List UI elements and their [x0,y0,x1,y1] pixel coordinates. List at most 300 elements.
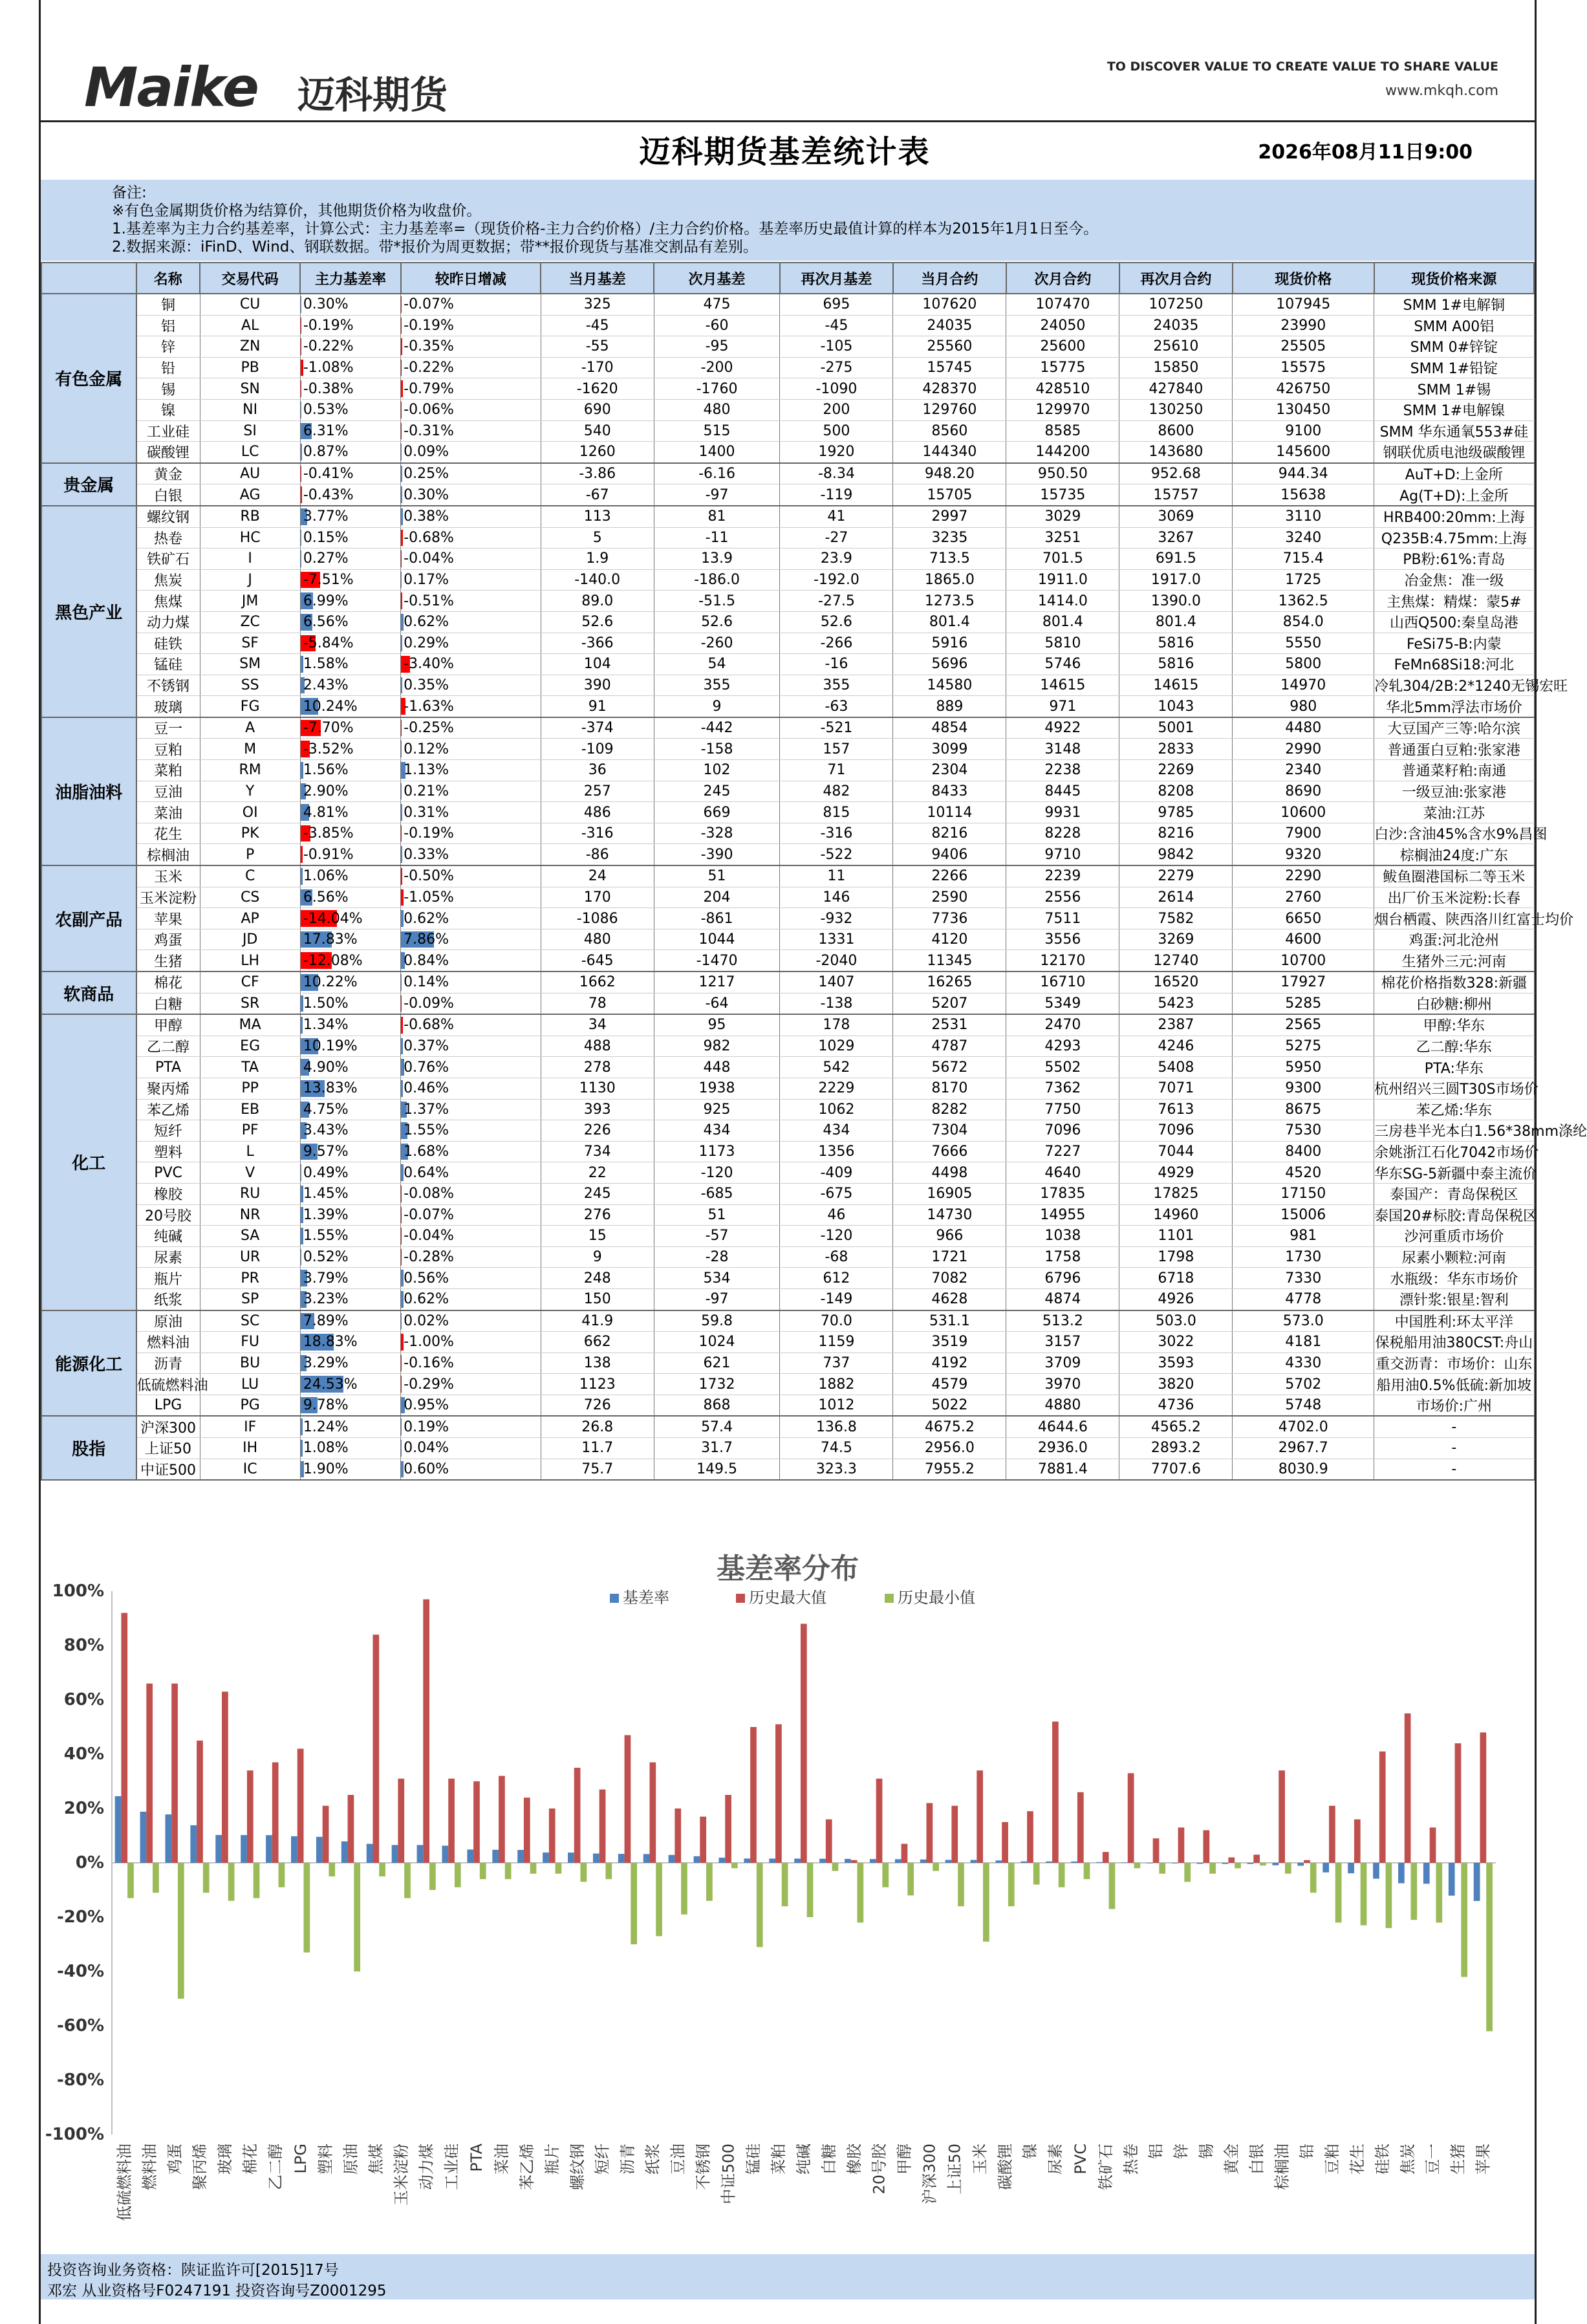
legend-label: 历史最小值 [898,1589,975,1607]
cell-contract-m1: 10114 [893,802,1006,823]
cell-basis-m1: 1.9 [541,548,654,570]
bar-hist-max [1052,1722,1059,1863]
cell-change [401,696,541,717]
cell-spot-source: 鸡蛋:河北沧州 [1374,929,1534,950]
cell-name: 菜油 [136,802,200,823]
cell-contract-m2: 9931 [1006,802,1119,823]
cell-change [401,506,541,527]
cell-code: V [200,1162,300,1184]
bar-basis-rate [467,1849,473,1863]
bar-basis-rate [895,1859,901,1863]
bar-hist-max [1027,1811,1033,1863]
cell-spot-price: 2760 [1233,887,1374,908]
cell-change [401,717,541,739]
cell-contract-m2: 801.4 [1006,611,1119,633]
bar-hist-min [1310,1863,1317,1893]
cell-basis-m3: -1090 [780,378,893,400]
cell-contract-m1: 2304 [893,760,1006,781]
bar-hist-min [429,1863,436,1890]
bar-hist-max [750,1727,757,1863]
bar-hist-max [146,1684,153,1863]
cell-basis-m3: -63 [780,696,893,717]
cell-change [401,633,541,654]
cell-contract-m2: 950.50 [1006,463,1119,484]
cell-name: 焦煤 [136,591,200,612]
bar-hist-min [1008,1863,1015,1906]
cell-value: -0.29% [404,1376,454,1393]
bar-basis-rate [845,1859,851,1863]
cell-spot-price: 14970 [1233,675,1374,696]
cell-basis-m3: 41 [780,506,893,527]
cell-contract-m3: 1101 [1119,1226,1233,1247]
table-row [41,1459,1534,1480]
data-bar [401,741,402,757]
table-row [41,802,1534,823]
cell-value: -0.91% [303,846,354,863]
bar-hist-max [372,1634,379,1863]
cell-basis-m3: 737 [780,1352,893,1374]
cell-value: -0.19% [303,317,354,334]
table-row [41,591,1534,612]
bar-basis-rate [971,1860,977,1863]
cell-basis-rate [300,357,400,378]
cell-contract-m2: 14615 [1006,675,1119,696]
cell-value: -14.04% [303,910,363,927]
cell-basis-m1: 1130 [541,1078,654,1099]
cell-spot-source: 甲醇:华东 [1374,1014,1534,1036]
cell-basis-m1: 390 [541,675,654,696]
cell-contract-m2: 1038 [1006,1226,1119,1247]
cell-change [401,865,541,887]
cell-basis-m1: 480 [541,929,654,950]
cell-basis-rate [300,399,400,420]
cell-basis-m2: -95 [654,336,780,358]
cell-basis-rate [300,1036,400,1057]
cell-basis-rate [300,569,400,591]
cell-basis-m2: 149.5 [654,1459,780,1480]
cell-code: PP [200,1078,300,1099]
table-row [41,760,1534,781]
x-tick-label: 白银 [1247,2144,1266,2175]
x-tick-label: 短纤 [593,2144,612,2175]
bar-basis-rate [165,1814,171,1863]
cell-contract-m2: 4293 [1006,1036,1119,1057]
cell-basis-m1: 138 [541,1352,654,1374]
bar-hist-max [901,1844,908,1863]
bar-hist-min [1184,1863,1191,1882]
cell-basis-m1: 22 [541,1162,654,1184]
y-tick-label: -60% [56,2016,104,2036]
cell-basis-rate [300,378,400,400]
cell-spot-price: 5702 [1233,1374,1374,1395]
cell-basis-rate [300,1438,400,1459]
cell-value: -0.16% [404,1354,454,1371]
bar-hist-max [700,1817,706,1863]
bar-basis-rate [190,1825,197,1863]
category-cell: 贵金属 [41,463,136,506]
data-bar [401,804,402,821]
cell-contract-m2: 2238 [1006,760,1119,781]
bar-hist-max [1077,1792,1084,1863]
cell-value: -0.35% [404,338,454,355]
cell-code: MA [200,1014,300,1036]
cell-spot-source: 水瓶级：华东市场价 [1374,1268,1534,1289]
bar-hist-min [1159,1863,1165,1874]
bar-hist-max [1253,1854,1260,1863]
cell-contract-m3: 15757 [1119,484,1233,506]
cell-contract-m2: 5810 [1006,633,1119,654]
table-row [41,1014,1534,1036]
cell-value: 0.76% [404,1059,449,1076]
cell-contract-m2: 3556 [1006,929,1119,950]
cell-contract-m2: 4874 [1006,1288,1119,1310]
cell-change [401,929,541,950]
table-row [41,696,1534,717]
bar-hist-max [121,1613,127,1863]
cell-basis-rate [300,865,400,887]
cell-change [401,760,541,781]
footer [41,2254,1535,2299]
cell-contract-m1: 9406 [893,844,1006,865]
cell-spot-price: 715.4 [1233,548,1374,570]
header-basis-m3: 再次月基差 [780,263,893,294]
cell-spot-source: 钢联优质电池级碳酸锂 [1374,442,1534,463]
cell-code: PG [200,1395,300,1416]
cell-basis-rate [300,484,400,506]
bar-hist-min [757,1863,763,1947]
bar-hist-max [1279,1770,1285,1863]
cell-value: -3.40% [404,656,454,673]
cell-name: 豆粕 [136,739,200,760]
bar-hist-min [379,1863,385,1876]
bar-hist-max [272,1763,279,1863]
cell-basis-rate [300,463,400,484]
cell-basis-rate [300,294,400,315]
cell-basis-m2: 448 [654,1057,780,1078]
cell-name: 豆油 [136,781,200,802]
bar-hist-min [1386,1863,1392,1928]
data-bar [401,1355,402,1372]
cell-value: 10.22% [303,974,358,991]
table-row [41,1288,1534,1310]
cell-contract-m2: 3157 [1006,1332,1119,1353]
header-name: 名称 [136,263,200,294]
cell-value: -0.28% [404,1249,454,1266]
cell-basis-m1: -366 [541,633,654,654]
cell-spot-source: 菜油:江苏 [1374,802,1534,823]
bar-basis-rate [517,1850,524,1863]
cell-basis-rate [300,929,400,950]
cell-basis-rate [300,1352,400,1374]
cell-value: -12.08% [303,952,363,969]
cell-value: -0.08% [404,1186,454,1202]
cell-value: 0.17% [404,572,449,589]
cell-basis-m3: 2229 [780,1078,893,1099]
cell-basis-m3: -16 [780,654,893,675]
bar-basis-rate [1449,1863,1455,1896]
cell-basis-m3: -2040 [780,950,893,972]
cell-spot-price: 5285 [1233,993,1374,1014]
cell-contract-m2: 17835 [1006,1183,1119,1204]
cell-basis-m1: -45 [541,315,654,336]
cell-contract-m1: 24035 [893,315,1006,336]
cell-contract-m3: 5001 [1119,717,1233,739]
bar-hist-min [480,1863,486,1879]
cell-basis-m2: 54 [654,654,780,675]
cell-basis-m1: 226 [541,1120,654,1142]
cell-change [401,1226,541,1247]
y-tick-label: -100% [45,2125,104,2144]
cell-contract-m2: 25600 [1006,336,1119,358]
cell-basis-m2: -186.0 [654,569,780,591]
cell-spot-price: 17150 [1233,1183,1374,1204]
cell-code: IF [200,1416,300,1437]
cell-contract-m3: 12740 [1119,950,1233,972]
cell-contract-m2: 4640 [1006,1162,1119,1184]
cell-change [401,844,541,865]
cell-name: 鸡蛋 [136,929,200,950]
table-row [41,357,1534,378]
cell-basis-m3: 323.3 [780,1459,893,1480]
cell-basis-m1: 540 [541,420,654,442]
cell-basis-m1: -86 [541,844,654,865]
cell-basis-m1: 325 [541,294,654,315]
cell-code: IC [200,1459,300,1480]
bar-hist-min [329,1863,335,1876]
cell-code: SA [200,1226,300,1247]
cell-contract-m1: 8560 [893,420,1006,442]
cell-basis-m1: 78 [541,993,654,1014]
bar-basis-rate [1222,1863,1229,1864]
x-tick-label: 菜油 [493,2144,512,2175]
bar-basis-rate [1197,1863,1204,1864]
cell-spot-price: 8675 [1233,1099,1374,1120]
cell-contract-m3: 143680 [1119,442,1233,463]
cell-name: 螺纹钢 [136,506,200,527]
cell-contract-m3: 2614 [1119,887,1233,908]
bar-basis-rate [870,1859,876,1863]
bar-hist-max [247,1770,254,1863]
legend-swatch [885,1594,894,1603]
cell-change [401,357,541,378]
bar-hist-max [1128,1773,1134,1863]
table-row [41,654,1534,675]
cell-contract-m1: 4675.2 [893,1416,1006,1437]
cell-change [401,442,541,463]
table-row [41,887,1534,908]
cell-contract-m2: 7096 [1006,1120,1119,1142]
cell-change [401,1246,541,1268]
cell-change [401,739,541,760]
cell-spot-source: Ag(T+D):上金所 [1374,484,1534,506]
cell-spot-source: 市场价:广州 [1374,1395,1534,1416]
cell-contract-m2: 3709 [1006,1352,1119,1374]
table-row [41,336,1534,358]
cell-contract-m2: 2239 [1006,865,1119,887]
cell-name: 硅铁 [136,633,200,654]
x-tick-label: 尿素 [1046,2144,1065,2175]
cell-spot-source: FeMn68Si18:河北 [1374,654,1534,675]
data-bar [301,380,302,397]
bar-hist-min [1335,1863,1342,1922]
cell-basis-m1: 89.0 [541,591,654,612]
logo [84,56,448,119]
cell-basis-m2: 1732 [654,1374,780,1395]
bar-basis-rate [819,1859,826,1863]
cell-value: 4.75% [303,1101,349,1118]
x-tick-label: 玻璃 [216,2144,235,2175]
bar-hist-min [605,1863,612,1879]
table-row [41,781,1534,802]
cell-basis-m3: 355 [780,675,893,696]
cell-value: 10.19% [303,1038,358,1055]
table-row [41,548,1534,570]
data-bar [401,1376,402,1393]
cell-value: -3.85% [303,825,354,842]
cell-code: AL [200,315,300,336]
cell-basis-rate [300,420,400,442]
cell-value: 0.52% [303,1249,349,1266]
cell-basis-rate [300,1395,400,1416]
cell-contract-m3: 1043 [1119,696,1233,717]
cell-name: 花生 [136,823,200,844]
cell-code: AU [200,463,300,484]
header-basis-m1: 当月基差 [541,263,654,294]
data-bar [401,783,402,800]
cell-basis-m2: 31.7 [654,1438,780,1459]
data-bar [301,1017,303,1034]
category-cell: 有色金属 [41,294,136,463]
bar-basis-rate [367,1844,373,1863]
bar-basis-rate [1272,1863,1279,1865]
bar-basis-rate [1297,1863,1304,1866]
category-cell: 黑色产业 [41,506,136,717]
cell-spot-source: 棕榈油24度:广东 [1374,844,1534,865]
cell-basis-rate [300,1120,400,1142]
cell-contract-m2: 3251 [1006,527,1119,548]
bar-hist-min [455,1863,461,1887]
cell-basis-m1: 662 [541,1332,654,1353]
bar-basis-rate [543,1852,549,1863]
cell-basis-m2: 9 [654,696,780,717]
cell-basis-m3: 1920 [780,442,893,463]
cell-value: -0.68% [404,529,454,546]
cell-basis-rate [300,802,400,823]
x-tick-label: 塑料 [316,2144,335,2175]
cell-spot-price: 4702.0 [1233,1416,1374,1437]
cell-basis-rate [300,760,400,781]
cell-spot-source: - [1374,1416,1534,1437]
cell-basis-m1: -1086 [541,908,654,929]
data-bar [301,1440,303,1457]
cell-spot-price: 9100 [1233,420,1374,442]
cell-contract-m1: 3235 [893,527,1006,548]
cell-basis-m3: -932 [780,908,893,929]
cell-basis-m1: -67 [541,484,654,506]
cell-value: -1.08% [303,360,354,376]
cell-value: -0.22% [303,338,354,355]
cell-basis-m1: 15 [541,1226,654,1247]
cell-contract-m1: 4787 [893,1036,1006,1057]
x-tick-label: 白糖 [819,2144,838,2175]
cell-code: ZN [200,336,300,358]
cell-basis-m2: -28 [654,1246,780,1268]
cell-contract-m3: 107250 [1119,294,1233,315]
cell-contract-m3: 7096 [1119,1120,1233,1142]
cell-basis-m2: 475 [654,294,780,315]
bar-hist-min [127,1863,134,1898]
table-row [41,1310,1534,1332]
cell-code: UR [200,1246,300,1268]
bar-basis-rate [316,1837,323,1863]
cell-name: 白银 [136,484,200,506]
cell-value: 0.29% [404,635,449,651]
cell-basis-m2: 95 [654,1014,780,1036]
bar-basis-rate [718,1858,725,1863]
bar-basis-rate [568,1852,574,1863]
cell-code: NR [200,1204,300,1226]
data-bar [401,1080,403,1097]
cell-contract-m3: 952.68 [1119,463,1233,484]
cell-contract-m1: 428370 [893,378,1006,400]
cell-basis-m2: 982 [654,1036,780,1057]
cell-basis-rate [300,950,400,972]
bar-hist-max [171,1684,178,1863]
cell-value: -3.52% [303,741,354,757]
cell-code: SC [200,1310,300,1332]
cell-change [401,1183,541,1204]
cell-spot-price: 15638 [1233,484,1374,506]
cell-name: 纸浆 [136,1288,200,1310]
cell-value: 0.30% [303,296,349,313]
bar-basis-rate [266,1835,272,1863]
cell-value: 0.62% [404,910,449,927]
header-category [41,263,136,294]
cell-basis-m2: 102 [654,760,780,781]
data-bar [401,530,403,547]
cell-value: 6.99% [303,592,349,609]
cell-basis-m1: -55 [541,336,654,358]
cell-contract-m2: 428510 [1006,378,1119,400]
header-contract-m3: 再次月合约 [1119,263,1233,294]
x-tick-label: 铁矿石 [1096,2144,1115,2190]
cell-basis-m2: 52.6 [654,611,780,633]
cell-basis-m3: 1882 [780,1374,893,1395]
cell-spot-source: HRB400:20mm:上海 [1374,506,1534,527]
cell-basis-m3: -409 [780,1162,893,1184]
cell-value: -0.22% [404,360,454,376]
cell-spot-source: Q235B:4.75mm:上海 [1374,527,1534,548]
cell-contract-m3: 25610 [1119,336,1233,358]
cell-contract-m2: 15735 [1006,484,1119,506]
cell-contract-m1: 801.4 [893,611,1006,633]
cell-basis-m2: 57.4 [654,1416,780,1437]
bar-basis-rate [392,1845,398,1863]
y-tick-label: -80% [56,2070,104,2090]
bar-basis-rate [1474,1863,1480,1901]
cell-value: 13.83% [303,1080,358,1097]
cell-contract-m3: 3069 [1119,506,1233,527]
cell-basis-rate [300,675,400,696]
cell-contract-m1: 966 [893,1226,1006,1247]
cell-contract-m1: 16265 [893,972,1006,993]
table-header-row [41,263,1534,294]
cell-basis-m3: -675 [780,1183,893,1204]
cell-spot-source: 棉花价格指数328:新疆 [1374,972,1534,993]
cell-change [401,1057,541,1078]
cell-basis-rate [300,1246,400,1268]
cell-basis-m1: 113 [541,506,654,527]
